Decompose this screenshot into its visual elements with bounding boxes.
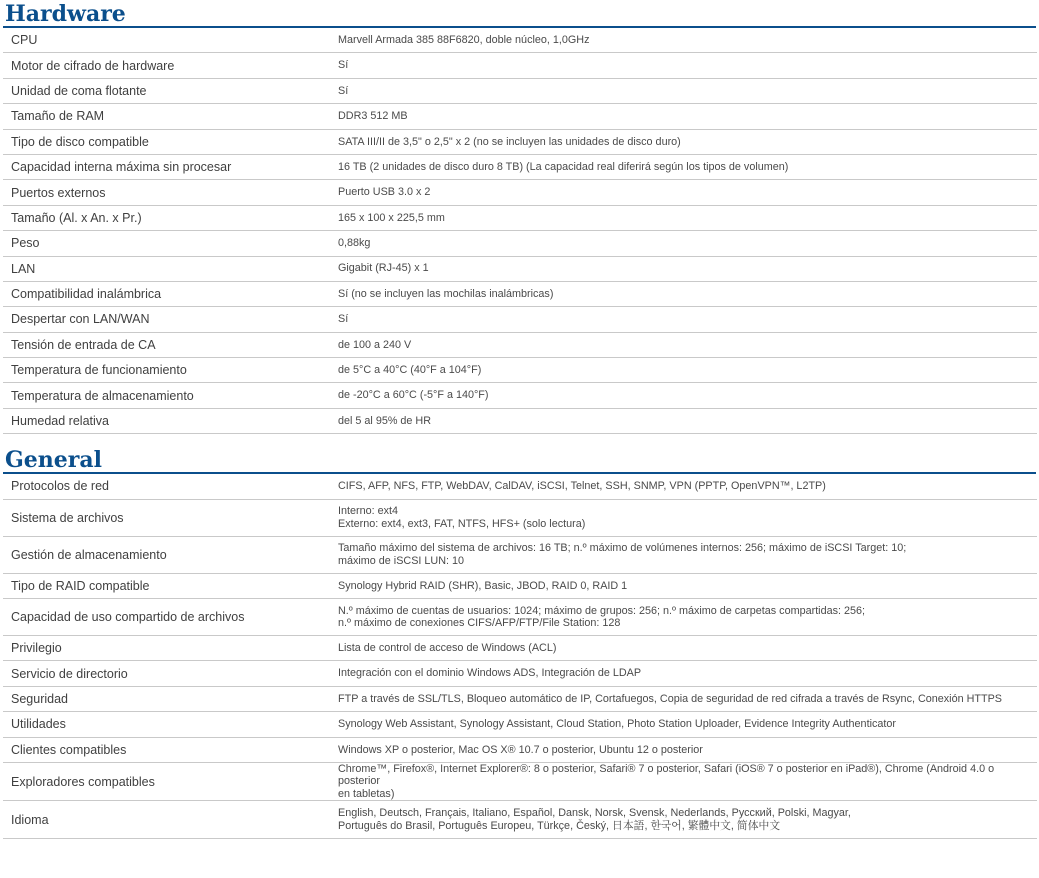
spec-value-line: Integración con el dominio Windows ADS, Integración de LDAP	[338, 667, 642, 680]
spec-label: Capacidad interna máxima sin procesar	[3, 154, 330, 179]
spec-row	[3, 712, 1037, 737]
spec-value-line: 165 x 100 x 225,5 mm	[338, 211, 445, 224]
spec-value	[330, 408, 1037, 433]
spec-label: Puertos externos	[3, 180, 330, 205]
spec-value	[330, 129, 1037, 154]
spec-label: Tamaño (Al. x An. x Pr.)	[3, 205, 330, 230]
spec-value	[330, 599, 1037, 636]
spec-value-line: Chrome™, Firefox®, Internet Explorer®: 8 o posterior, Safari® 7 o posterior, Safari (iOS® 7 o posterior en iPad®), Chrome (Android 4.0 o posterior	[338, 762, 995, 788]
spec-label: Gestión de almacenamiento	[3, 536, 330, 573]
spec-row	[3, 599, 1037, 636]
spec-value	[330, 762, 1037, 801]
spec-value	[330, 661, 1037, 686]
spec-row	[3, 536, 1037, 573]
spec-row	[3, 332, 1037, 357]
spec-value-line: del 5 al 95% de HR	[338, 414, 432, 427]
spec-value	[330, 332, 1037, 357]
spec-row	[3, 28, 1037, 53]
spec-value	[330, 104, 1037, 129]
spec-value-line: DDR3 512 MB	[338, 110, 408, 123]
spec-label: Compatibilidad inalámbrica	[3, 281, 330, 306]
spec-value	[330, 636, 1037, 661]
spec-label: CPU	[3, 28, 330, 53]
spec-value	[330, 28, 1037, 53]
spec-row	[3, 573, 1037, 598]
spec-label: Sistema de archivos	[3, 499, 330, 536]
spec-label: Tamaño de RAM	[3, 104, 330, 129]
spec-value	[330, 737, 1037, 762]
spec-value	[330, 78, 1037, 103]
spec-label: Protocolos de red	[3, 474, 330, 499]
spec-label: Seguridad	[3, 686, 330, 711]
spec-value	[330, 53, 1037, 78]
spec-value-line: de 100 a 240 V	[338, 338, 412, 351]
spec-value-line: Externo: ext4, ext3, FAT, NTFS, HFS+ (solo lectura)	[338, 517, 586, 530]
spec-row	[3, 474, 1037, 499]
spec-value	[330, 281, 1037, 306]
general-spec-table	[3, 474, 1037, 839]
spec-value-line: Lista de control de acceso de Windows (ACL)	[338, 641, 557, 654]
spec-value-line: Sí	[338, 313, 349, 326]
spec-row	[3, 307, 1037, 332]
spec-row	[3, 281, 1037, 306]
spec-value-line: Gigabit (RJ-45) x 1	[338, 262, 429, 275]
spec-value-line: 0,88kg	[338, 237, 371, 250]
spec-value	[330, 154, 1037, 179]
spec-row	[3, 205, 1037, 230]
spec-row	[3, 104, 1037, 129]
spec-value-line: Marvell Armada 385 88F6820, doble núcleo, 1,0GHz	[338, 33, 590, 46]
spec-label: Tipo de RAID compatible	[3, 573, 330, 598]
spec-value-line: Tamaño máximo del sistema de archivos: 16 TB; n.º máximo de volúmenes internos: 256; máximo de iSCSI Target: 10;	[338, 542, 907, 555]
spec-row	[3, 358, 1037, 383]
spec-row	[3, 762, 1037, 801]
spec-label: Clientes compatibles	[3, 737, 330, 762]
spec-value-line: n.º máximo de conexiones CIFS/AFP/FTP/File Station: 128	[338, 617, 621, 630]
spec-value	[330, 205, 1037, 230]
spec-value	[330, 256, 1037, 281]
spec-value-line: Synology Hybrid RAID (SHR), Basic, JBOD, RAID 0, RAID 1	[338, 579, 628, 592]
spec-value-line: Sí	[338, 59, 349, 72]
spec-row	[3, 636, 1037, 661]
spec-value	[330, 383, 1037, 408]
spec-label: Idioma	[3, 801, 330, 839]
spec-row	[3, 499, 1037, 536]
general-section-title: General	[3, 446, 1036, 474]
spec-value-line: SATA III/II de 3,5" o 2,5" x 2 (no se incluyen las unidades de disco duro)	[338, 135, 681, 148]
spec-value-line: Puerto USB 3.0 x 2	[338, 186, 431, 199]
spec-label: Temperatura de almacenamiento	[3, 383, 330, 408]
spec-row	[3, 737, 1037, 762]
spec-value-line: Synology Web Assistant, Synology Assistant, Cloud Station, Photo Station Uploader, Evidence Integrity Authenticator	[338, 718, 896, 731]
spec-row	[3, 256, 1037, 281]
spec-value	[330, 499, 1037, 536]
spec-value	[330, 474, 1037, 499]
spec-label: Motor de cifrado de hardware	[3, 53, 330, 78]
spec-value-line: FTP a través de SSL/TLS, Bloqueo automático de IP, Cortafuegos, Copia de seguridad de red cifrada a través de Rsync, Conexión HTTPS	[338, 692, 1002, 705]
spec-value-line: de 5°C a 40°C (40°F a 104°F)	[338, 364, 482, 377]
spec-value	[330, 686, 1037, 711]
spec-value-line: Sí (no se incluyen las mochilas inalámbricas)	[338, 287, 554, 300]
spec-value	[330, 231, 1037, 256]
spec-row	[3, 53, 1037, 78]
spec-row	[3, 78, 1037, 103]
hardware-spec-table	[3, 28, 1037, 434]
spec-label: Servicio de directorio	[3, 661, 330, 686]
spec-value-line: Windows XP o posterior, Mac OS X® 10.7 o posterior, Ubuntu 12 o posterior	[338, 743, 703, 756]
spec-label: Unidad de coma flotante	[3, 78, 330, 103]
spec-row	[3, 661, 1037, 686]
spec-value-line: en tabletas)	[338, 787, 395, 800]
hardware-section-title: Hardware	[3, 0, 1036, 28]
spec-label: Humedad relativa	[3, 408, 330, 433]
spec-label: Peso	[3, 231, 330, 256]
spec-label: LAN	[3, 256, 330, 281]
spec-label: Privilegio	[3, 636, 330, 661]
spec-value	[330, 180, 1037, 205]
spec-row	[3, 801, 1037, 839]
spec-value	[330, 307, 1037, 332]
spec-value	[330, 801, 1037, 839]
spec-label: Exploradores compatibles	[3, 762, 330, 801]
spec-value-line: máximo de iSCSI LUN: 10	[338, 554, 465, 567]
spec-value	[330, 536, 1037, 573]
spec-label: Tensión de entrada de CA	[3, 332, 330, 357]
spec-value-line: de -20°C a 60°C (-5°F a 140°F)	[338, 389, 489, 402]
spec-row	[3, 408, 1037, 433]
spec-row	[3, 180, 1037, 205]
spec-value-line: Sí	[338, 84, 349, 97]
spec-row	[3, 129, 1037, 154]
spec-label: Utilidades	[3, 712, 330, 737]
spec-value-line: CIFS, AFP, NFS, FTP, WebDAV, CalDAV, iSCSI, Telnet, SSH, SNMP, VPN (PPTP, OpenVPN™, L2TP)	[338, 480, 826, 493]
spec-value	[330, 712, 1037, 737]
spec-row	[3, 231, 1037, 256]
spec-row	[3, 154, 1037, 179]
spec-value-line: N.º máximo de cuentas de usuarios: 1024; máximo de grupos: 256; n.º máximo de carpetas compartidas: 256;	[338, 604, 866, 617]
spec-label: Capacidad de uso compartido de archivos	[3, 599, 330, 636]
spec-label: Tipo de disco compatible	[3, 129, 330, 154]
spec-value-line: English, Deutsch, Français, Italiano, Español, Dansk, Norsk, Svensk, Nederlands, Русский, Polski, Magyar,	[338, 807, 851, 820]
spec-value-line: Português do Brasil, Português Europeu, Türkçe, Český, 日本語, 한국어, 繁體中文, 简体中文	[338, 819, 781, 832]
spec-value-line: 16 TB (2 unidades de disco duro 8 TB) (La capacidad real diferirá según los tipos de volumen)	[338, 160, 789, 173]
spec-value-line: Interno: ext4	[338, 505, 399, 518]
spec-row	[3, 383, 1037, 408]
spec-row	[3, 686, 1037, 711]
spec-value	[330, 358, 1037, 383]
spec-label: Despertar con LAN/WAN	[3, 307, 330, 332]
spec-label: Temperatura de funcionamiento	[3, 358, 330, 383]
spec-value	[330, 573, 1037, 598]
